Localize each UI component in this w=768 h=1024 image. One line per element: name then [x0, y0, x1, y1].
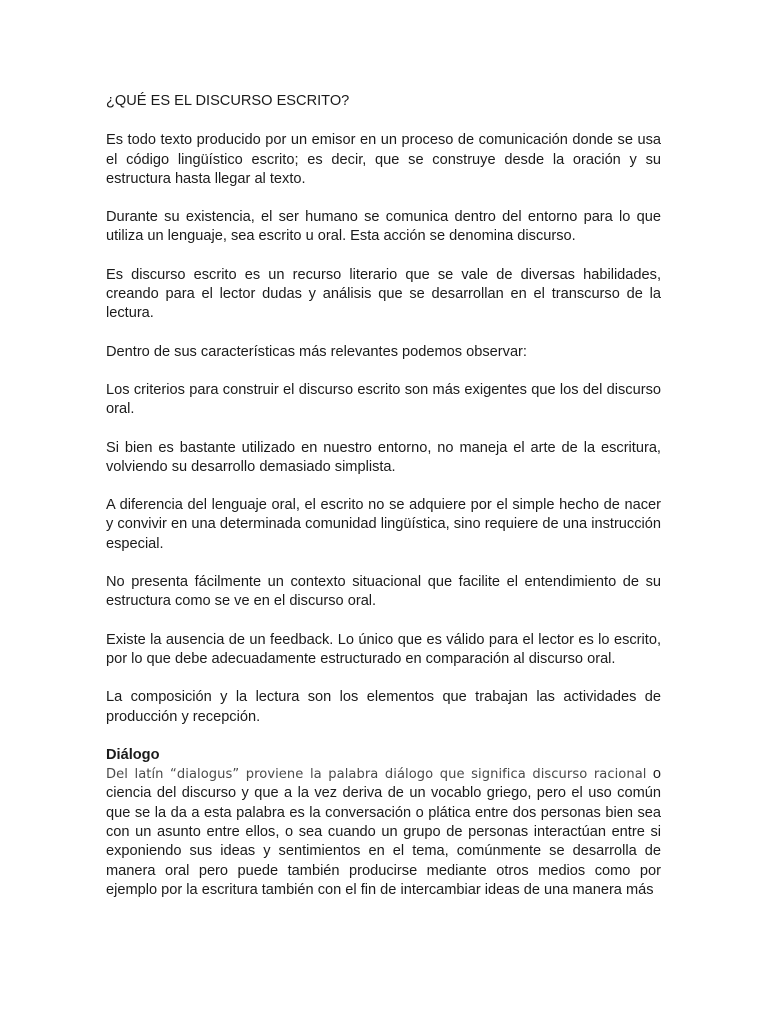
paragraph-environment: Si bien es bastante utilizado en nuestro entorno, no maneja el arte de la escritura, volviendo su desarrollo demasiado simplista. [106, 439, 661, 475]
paragraph-literary-resource: Es discurso escrito es un recurso literario que se vale de diversas habilidades, creando para el lector dudas y análisis que se desarrollan en el transcurso de la lectura. [106, 266, 661, 322]
dialogo-body-text: o ciencia del discurso y que a la vez deriva de un vocablo griego, pero el uso común que se la da a esta palabra es la conversación o plática entre dos personas bien sea con un asunto entre ellos, o sea cuando un grupo de personas interactúan entre si exponiendo sus ideas y sentimientos en el tema, comúnmente se desarrolla de manera oral pero puede también producirse mediante otros medios como por ejemplo por la escritura también con el fin de intercambiar ideas de una manera más [106, 766, 661, 898]
paragraph-feedback: Existe la ausencia de un feedback. Lo único que es válido para el lector es lo escrito, por lo que debe adecuadamente estructurado en comparación al discurso oral. [106, 631, 661, 667]
dialogo-lead-text: Del latín “dialogus” proviene la palabra diálogo que significa discurso racional [106, 767, 647, 783]
paragraph-composition: La composición y la lectura son los elementos que trabajan las actividades de producción y recepción. [106, 689, 661, 725]
paragraph-definition: Es todo texto producido por un emisor en un proceso de comunicación donde se usa el código lingüístico escrito; es decir, que se construye desde la oración y su estructura hasta llegar al texto. [106, 132, 661, 187]
paragraph-oral-difference: A diferencia del lenguaje oral, el escrito no se adquiere por el simple hecho de nacer y convivir en una determinada comunidad lingüística, sino requiere de una instrucción especial. [106, 497, 661, 552]
document-body [106, 92, 661, 900]
paragraph-situational-context: No presenta fácilmente un contexto situacional que facilite el entendimiento de su estructura como se ve en el discurso oral. [106, 574, 661, 610]
document-title: ¿QUÉ ES EL DISCURSO ESCRITO? [106, 93, 350, 109]
paragraph-criteria: Los criterios para construir el discurso escrito son más exigentes que los del discurso oral. [106, 381, 661, 418]
paragraph-characteristics-intro: Dentro de sus características más relevantes podemos observar: [106, 343, 527, 360]
paragraph-dialogo [106, 765, 661, 900]
paragraph-existence: Durante su existencia, el ser humano se comunica dentro del entorno para lo que utiliza un lenguaje, sea escrito u oral. Esta acción se denomina discurso. [106, 209, 661, 245]
section-heading-dialogo: Diálogo [106, 746, 160, 763]
